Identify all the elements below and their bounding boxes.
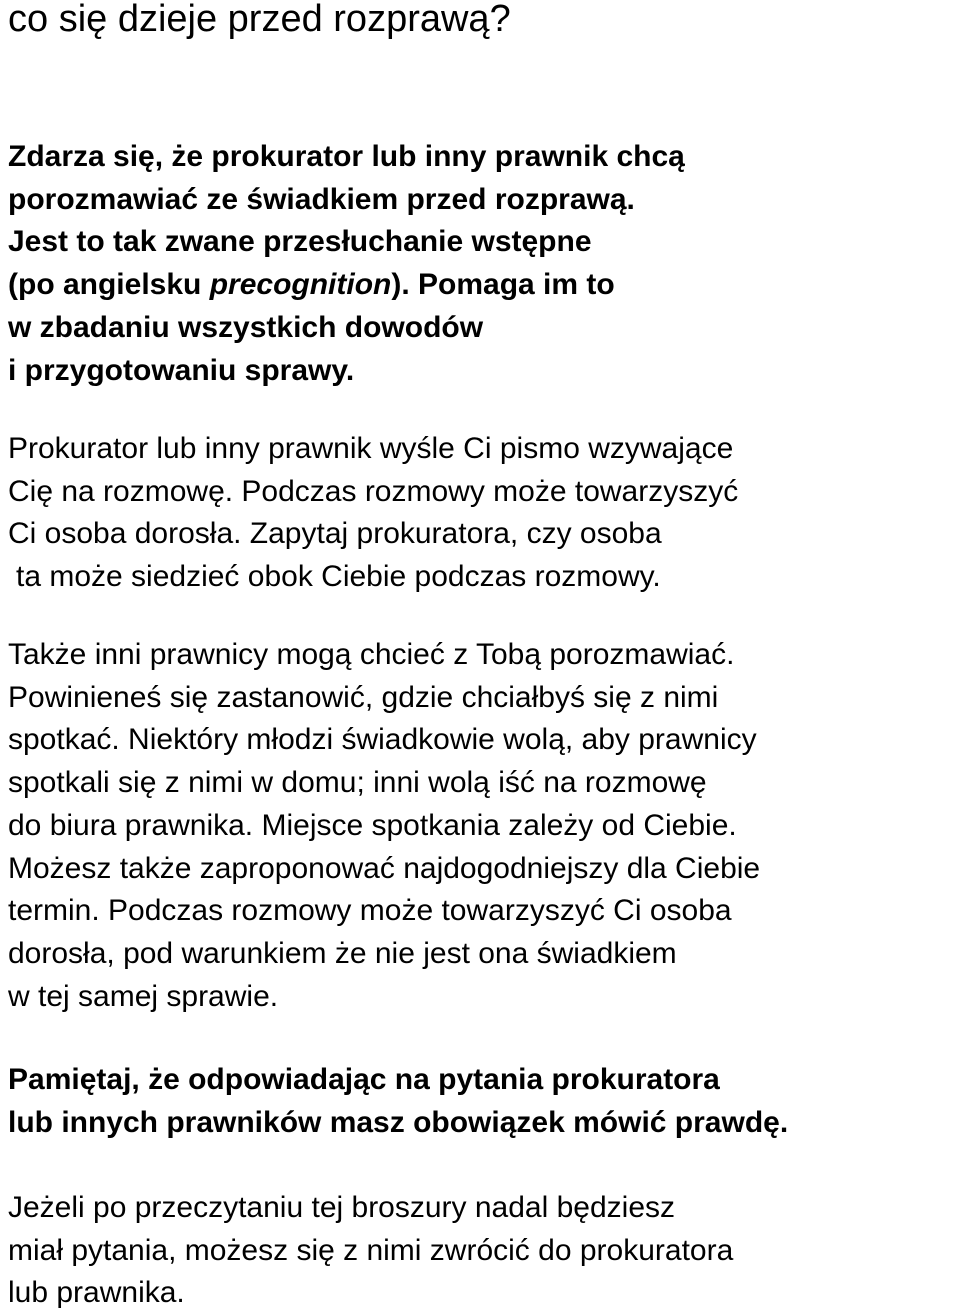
text-line: Zdarza się, że prokurator lub inny prawnik chcą — [8, 140, 685, 173]
text-line: Jeżeli po przeczytaniu tej broszury nadal będziesz — [8, 1191, 676, 1224]
text-line: termin. Podczas rozmowy może towarzyszyć Ci osoba — [8, 894, 732, 928]
text-segment: (po angielsku — [8, 268, 210, 302]
text-line: Pamiętaj, że odpowiadając na pytania prokuratora — [8, 1063, 720, 1096]
text-line: Możesz także zaproponować najdogodniejszy dla Ciebie — [8, 851, 761, 885]
paragraph-questions — [8, 1187, 733, 1315]
text-line: Cię na rozmowę. Podczas rozmowy może towarzyszyć — [8, 474, 739, 508]
text-line: Prokurator lub inny prawnik wyśle Ci pismo wzywające — [8, 432, 734, 465]
paragraph-precognition-intro — [8, 136, 685, 392]
text-line: dorosła, pod warunkiem że nie jest ona świadkiem — [8, 936, 677, 970]
text-line — [8, 264, 685, 307]
italic-term: precognition — [209, 268, 392, 302]
text-line: spotkali się z nimi w domu; inni wolą iść na rozmowę — [8, 766, 707, 800]
text-line: w tej samej sprawie. — [8, 979, 279, 1013]
text-segment: ). Pomaga im to — [391, 268, 615, 302]
page-title: co się dzieje przed rozprawą? — [8, 0, 511, 40]
text-line: lub innych prawników masz obowiązek mówić prawdę. — [8, 1105, 789, 1139]
paragraph-other-lawyers — [8, 634, 760, 1018]
text-line: Jest to tak zwane przesłuchanie wstępne — [8, 225, 592, 259]
paragraph-summons — [8, 428, 738, 599]
paragraph-tell-truth — [8, 1059, 788, 1144]
text-line: lub prawnika. — [8, 1276, 185, 1310]
text-line: w zbadaniu wszystkich dowodów — [8, 310, 484, 344]
text-line: Ci osoba dorosła. Zapytaj prokuratora, czy osoba — [8, 517, 662, 551]
text-line: Powinieneś się zastanowić, gdzie chciałbyś się z nimi — [8, 680, 719, 714]
text-line: do biura prawnika. Miejsce spotkania zależy od Ciebie. — [8, 808, 737, 842]
text-line: i przygotowaniu sprawy. — [8, 353, 355, 387]
text-line: miał pytania, możesz się z nimi zwrócić do prokuratora — [8, 1233, 734, 1267]
text-line: ta może siedzieć obok Ciebie podczas rozmowy. — [16, 560, 661, 594]
text-line: Także inni prawnicy mogą chcieć z Tobą porozmawiać. — [8, 638, 735, 671]
text-line: porozmawiać ze świadkiem przed rozprawą. — [8, 182, 635, 216]
text-line: spotkać. Niektóry młodzi świadkowie wolą, aby prawnicy — [8, 723, 757, 757]
